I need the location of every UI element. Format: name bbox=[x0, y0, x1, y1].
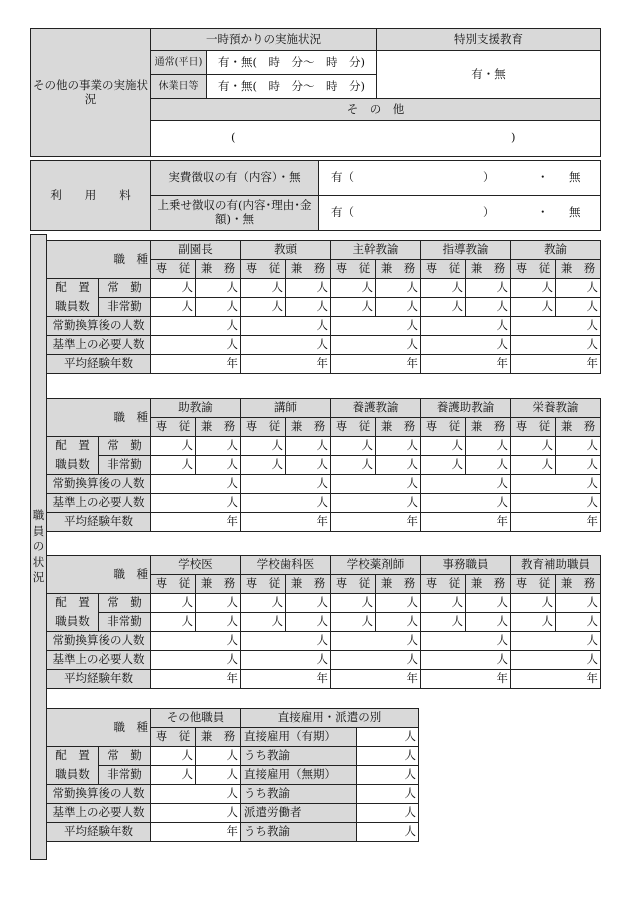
role-name: 講師 bbox=[240, 398, 331, 418]
heikin-value: 年 bbox=[330, 354, 421, 374]
kansan-value: 人 bbox=[150, 631, 241, 651]
kansan-value: 人 bbox=[510, 474, 601, 494]
misc-header: そ の 他 bbox=[150, 98, 601, 121]
kansan-label: 常勤換算後の人数 bbox=[46, 316, 151, 336]
count-sen: 人 bbox=[330, 436, 376, 456]
role-name: 養護教諭 bbox=[330, 398, 421, 418]
sen-header: 専 従 bbox=[330, 417, 376, 437]
kansan-value: 人 bbox=[330, 474, 421, 494]
heikin-value: 年 bbox=[150, 669, 241, 689]
employment-row-value: 人 bbox=[356, 803, 419, 823]
kansan-value: 人 bbox=[420, 316, 511, 336]
actual-fee-value bbox=[318, 160, 601, 196]
kijun-value: 人 bbox=[150, 650, 241, 670]
kansan-value: 人 bbox=[150, 474, 241, 494]
count-ken: 人 bbox=[375, 612, 421, 632]
count-ken: 人 bbox=[195, 297, 241, 317]
kansan-value: 人 bbox=[330, 316, 421, 336]
count-ken: 人 bbox=[285, 297, 331, 317]
haichi-label-cell bbox=[46, 746, 99, 785]
sen-header: 専 従 bbox=[420, 417, 466, 437]
haichi-label: 配 置 bbox=[55, 280, 90, 295]
role-label: 職 種 bbox=[46, 240, 151, 279]
count-ken: 人 bbox=[195, 612, 241, 632]
actual-fee-dot: ・ bbox=[537, 170, 549, 184]
kansan-value: 人 bbox=[240, 474, 331, 494]
kijun-value: 人 bbox=[150, 493, 241, 513]
ken-header: 兼 務 bbox=[555, 259, 601, 279]
employment-row-value: 人 bbox=[356, 822, 419, 842]
sen-header: 専 従 bbox=[150, 417, 196, 437]
count-sen: 人 bbox=[330, 612, 376, 632]
role-label: 職 種 bbox=[46, 708, 151, 747]
employment-row-value: 人 bbox=[356, 784, 419, 804]
count-sen: 人 bbox=[240, 455, 286, 475]
shokuin-label: 職員数 bbox=[55, 614, 90, 628]
sen-header: 専 従 bbox=[420, 259, 466, 279]
kijun-label: 基準上の必要人数 bbox=[46, 650, 151, 670]
actual-fee-close: ） bbox=[483, 170, 495, 184]
role-name: 教諭 bbox=[510, 240, 601, 260]
count-sen: 人 bbox=[420, 297, 466, 317]
kijun-value: 人 bbox=[240, 335, 331, 355]
role-name: 主幹教諭 bbox=[330, 240, 421, 260]
ken-header: 兼 務 bbox=[195, 727, 241, 747]
special-support-header: 特別支援教育 bbox=[376, 28, 601, 51]
count-ken: 人 bbox=[375, 436, 421, 456]
ken-header: 兼 務 bbox=[375, 417, 421, 437]
count-sen: 人 bbox=[150, 455, 196, 475]
hijokin-label: 非常勤 bbox=[98, 765, 151, 785]
role-name: 教育補助職員 bbox=[510, 555, 601, 575]
sen-header: 専 従 bbox=[510, 417, 556, 437]
usage-fee-label: 利 用 料 bbox=[30, 160, 151, 231]
kijun-label: 基準上の必要人数 bbox=[46, 335, 151, 355]
ken-header: 兼 務 bbox=[465, 259, 511, 279]
count-ken: 人 bbox=[375, 297, 421, 317]
kijun-value: 人 bbox=[240, 493, 331, 513]
kansan-value: 人 bbox=[420, 631, 511, 651]
count-sen: 人 bbox=[420, 593, 466, 613]
actual-cost-label: 実費徴収の有（内容）・無 bbox=[150, 160, 319, 196]
sen-header: 専 従 bbox=[240, 574, 286, 594]
role-name: 養護助教諭 bbox=[420, 398, 511, 418]
count-ken: 人 bbox=[555, 278, 601, 298]
count-ken: 人 bbox=[195, 455, 241, 475]
count-ken: 人 bbox=[555, 593, 601, 613]
sen-header: 専 従 bbox=[150, 727, 196, 747]
count-ken: 人 bbox=[465, 436, 511, 456]
kansan-value: 人 bbox=[240, 316, 331, 336]
kansan-label: 常勤換算後の人数 bbox=[46, 631, 151, 651]
staff-status-text: 職員の状況 bbox=[32, 508, 45, 585]
heikin-value: 年 bbox=[330, 669, 421, 689]
ken-header: 兼 務 bbox=[195, 574, 241, 594]
count-sen: 人 bbox=[150, 765, 196, 785]
sen-header: 専 従 bbox=[330, 259, 376, 279]
count-sen: 人 bbox=[150, 746, 196, 766]
other-staff-name: その他職員 bbox=[150, 708, 241, 728]
count-ken: 人 bbox=[285, 612, 331, 632]
count-ken: 人 bbox=[285, 436, 331, 456]
kijun-value: 人 bbox=[330, 335, 421, 355]
heikin-value: 年 bbox=[150, 822, 241, 842]
extra-fee-no: 無 bbox=[569, 205, 581, 219]
count-ken: 人 bbox=[195, 765, 241, 785]
role-label: 職 種 bbox=[46, 555, 151, 594]
count-sen: 人 bbox=[420, 436, 466, 456]
heikin-value: 年 bbox=[240, 669, 331, 689]
ken-header: 兼 務 bbox=[285, 259, 331, 279]
kijun-value: 人 bbox=[420, 650, 511, 670]
employment-row-value: 人 bbox=[356, 746, 419, 766]
heikin-value: 年 bbox=[510, 512, 601, 532]
holiday-time: 有・無( 時 分〜 時 分) bbox=[206, 74, 377, 99]
role-name: 副園長 bbox=[150, 240, 241, 260]
sen-header: 専 従 bbox=[510, 259, 556, 279]
role-name: 指導教諭 bbox=[420, 240, 511, 260]
count-ken: 人 bbox=[195, 278, 241, 298]
kijun-value: 人 bbox=[510, 335, 601, 355]
kijun-value: 人 bbox=[510, 493, 601, 513]
count-sen: 人 bbox=[330, 455, 376, 475]
heikin-label: 平均経験年数 bbox=[46, 669, 151, 689]
count-ken: 人 bbox=[465, 297, 511, 317]
kansan-value: 人 bbox=[150, 784, 241, 804]
heikin-value: 年 bbox=[240, 512, 331, 532]
employment-row-label: 直接雇用（無期） bbox=[240, 765, 357, 785]
count-sen: 人 bbox=[150, 612, 196, 632]
count-sen: 人 bbox=[150, 593, 196, 613]
actual-fee-yes: 有（ bbox=[331, 170, 354, 184]
count-sen: 人 bbox=[510, 612, 556, 632]
kijun-label: 基準上の必要人数 bbox=[46, 493, 151, 513]
other-business-label: その他の事業の実施状況 bbox=[30, 28, 151, 157]
ken-header: 兼 務 bbox=[555, 574, 601, 594]
count-sen: 人 bbox=[510, 593, 556, 613]
employment-row-label: 直接雇用（有期） bbox=[240, 727, 357, 747]
count-ken: 人 bbox=[465, 612, 511, 632]
jokin-label: 常 勤 bbox=[98, 593, 151, 613]
count-sen: 人 bbox=[330, 593, 376, 613]
role-name: 学校薬剤師 bbox=[330, 555, 421, 575]
role-name: 学校歯科医 bbox=[240, 555, 331, 575]
count-ken: 人 bbox=[285, 593, 331, 613]
role-name: 学校医 bbox=[150, 555, 241, 575]
role-name: 栄養教諭 bbox=[510, 398, 601, 418]
staff-status-label bbox=[30, 234, 47, 860]
sen-header: 専 従 bbox=[330, 574, 376, 594]
heikin-value: 年 bbox=[510, 354, 601, 374]
ken-header: 兼 務 bbox=[375, 574, 421, 594]
employment-row-value: 人 bbox=[356, 727, 419, 747]
kijun-value: 人 bbox=[150, 803, 241, 823]
kansan-label: 常勤換算後の人数 bbox=[46, 784, 151, 804]
kansan-label: 常勤換算後の人数 bbox=[46, 474, 151, 494]
jokin-label: 常 勤 bbox=[98, 436, 151, 456]
temp-care-header: 一時預かりの実施状況 bbox=[150, 28, 377, 51]
count-sen: 人 bbox=[330, 278, 376, 298]
extra-fee-value bbox=[318, 195, 601, 231]
sen-header: 専 従 bbox=[510, 574, 556, 594]
count-ken: 人 bbox=[555, 297, 601, 317]
count-ken: 人 bbox=[195, 593, 241, 613]
sen-header: 専 従 bbox=[420, 574, 466, 594]
employment-type-header: 直接雇用・派遣の別 bbox=[240, 708, 419, 728]
count-sen: 人 bbox=[150, 436, 196, 456]
count-sen: 人 bbox=[330, 297, 376, 317]
haichi-label-cell bbox=[46, 593, 99, 632]
count-sen: 人 bbox=[510, 436, 556, 456]
kansan-value: 人 bbox=[510, 631, 601, 651]
heikin-value: 年 bbox=[150, 354, 241, 374]
sen-header: 専 従 bbox=[240, 417, 286, 437]
heikin-value: 年 bbox=[420, 512, 511, 532]
kijun-value: 人 bbox=[420, 335, 511, 355]
kijun-value: 人 bbox=[420, 493, 511, 513]
heikin-label: 平均経験年数 bbox=[46, 354, 151, 374]
haichi-label-cell bbox=[46, 278, 99, 317]
hijokin-label: 非常勤 bbox=[98, 612, 151, 632]
misc-value-box bbox=[150, 120, 601, 157]
heikin-value: 年 bbox=[510, 669, 601, 689]
ken-header: 兼 務 bbox=[285, 574, 331, 594]
weekday-label: 通常(平日) bbox=[150, 50, 207, 75]
count-sen: 人 bbox=[420, 278, 466, 298]
jokin-label: 常 勤 bbox=[98, 746, 151, 766]
special-support-value: 有・無 bbox=[376, 50, 601, 99]
count-sen: 人 bbox=[510, 297, 556, 317]
ken-header: 兼 務 bbox=[285, 417, 331, 437]
haichi-label: 配 置 bbox=[55, 438, 90, 453]
count-ken: 人 bbox=[555, 612, 601, 632]
heikin-value: 年 bbox=[240, 354, 331, 374]
count-ken: 人 bbox=[285, 278, 331, 298]
count-ken: 人 bbox=[375, 593, 421, 613]
employment-row-value: 人 bbox=[356, 765, 419, 785]
count-sen: 人 bbox=[510, 278, 556, 298]
shokuin-label: 職員数 bbox=[55, 457, 90, 471]
kansan-value: 人 bbox=[330, 631, 421, 651]
kansan-value: 人 bbox=[510, 316, 601, 336]
role-name: 事務職員 bbox=[420, 555, 511, 575]
count-sen: 人 bbox=[240, 612, 286, 632]
actual-fee-no: 無 bbox=[569, 170, 581, 184]
employment-row-label: うち教諭 bbox=[240, 784, 357, 804]
hijokin-label: 非常勤 bbox=[98, 297, 151, 317]
sen-header: 専 従 bbox=[150, 574, 196, 594]
shokuin-label: 職員数 bbox=[55, 767, 90, 781]
kijun-value: 人 bbox=[510, 650, 601, 670]
haichi-label-cell bbox=[46, 436, 99, 475]
count-ken: 人 bbox=[465, 455, 511, 475]
ken-header: 兼 務 bbox=[465, 417, 511, 437]
count-ken: 人 bbox=[555, 455, 601, 475]
ken-header: 兼 務 bbox=[555, 417, 601, 437]
kansan-value: 人 bbox=[240, 631, 331, 651]
count-sen: 人 bbox=[510, 455, 556, 475]
kijun-value: 人 bbox=[240, 650, 331, 670]
holiday-label: 休業日等 bbox=[150, 74, 207, 99]
count-sen: 人 bbox=[240, 436, 286, 456]
heikin-value: 年 bbox=[420, 354, 511, 374]
count-ken: 人 bbox=[465, 593, 511, 613]
misc-open-paren: ( bbox=[231, 130, 236, 144]
role-name: 教頭 bbox=[240, 240, 331, 260]
ken-header: 兼 務 bbox=[195, 417, 241, 437]
kijun-value: 人 bbox=[330, 493, 421, 513]
kansan-value: 人 bbox=[150, 316, 241, 336]
role-label: 職 種 bbox=[46, 398, 151, 437]
ken-header: 兼 務 bbox=[375, 259, 421, 279]
count-ken: 人 bbox=[555, 436, 601, 456]
count-sen: 人 bbox=[240, 278, 286, 298]
employment-row-label: うち教諭 bbox=[240, 822, 357, 842]
sen-header: 専 従 bbox=[240, 259, 286, 279]
extra-fee-yes: 有（ bbox=[331, 205, 354, 219]
count-sen: 人 bbox=[420, 612, 466, 632]
haichi-label: 配 置 bbox=[55, 748, 90, 763]
kijun-label: 基準上の必要人数 bbox=[46, 803, 151, 823]
count-ken: 人 bbox=[465, 278, 511, 298]
count-ken: 人 bbox=[195, 746, 241, 766]
jokin-label: 常 勤 bbox=[98, 278, 151, 298]
employment-row-label: 派遣労働者 bbox=[240, 803, 357, 823]
count-ken: 人 bbox=[285, 455, 331, 475]
weekday-time: 有・無( 時 分〜 時 分) bbox=[206, 50, 377, 75]
role-name: 助教諭 bbox=[150, 398, 241, 418]
kijun-value: 人 bbox=[150, 335, 241, 355]
kijun-value: 人 bbox=[330, 650, 421, 670]
count-sen: 人 bbox=[240, 297, 286, 317]
haichi-label: 配 置 bbox=[55, 595, 90, 610]
kansan-value: 人 bbox=[420, 474, 511, 494]
heikin-value: 年 bbox=[420, 669, 511, 689]
count-sen: 人 bbox=[240, 593, 286, 613]
misc-close-paren: ) bbox=[511, 130, 516, 144]
ken-header: 兼 務 bbox=[465, 574, 511, 594]
count-sen: 人 bbox=[420, 455, 466, 475]
employment-row-label: うち教諭 bbox=[240, 746, 357, 766]
count-sen: 人 bbox=[150, 297, 196, 317]
count-sen: 人 bbox=[150, 278, 196, 298]
extra-fee-label: 上乗せ徴収の有(内容･理由･金額)・無 bbox=[150, 195, 319, 231]
count-ken: 人 bbox=[375, 278, 421, 298]
ken-header: 兼 務 bbox=[195, 259, 241, 279]
extra-fee-dot: ・ bbox=[537, 205, 549, 219]
heikin-label: 平均経験年数 bbox=[46, 512, 151, 532]
sen-header: 専 従 bbox=[150, 259, 196, 279]
shokuin-label: 職員数 bbox=[55, 299, 90, 313]
heikin-value: 年 bbox=[150, 512, 241, 532]
count-ken: 人 bbox=[375, 455, 421, 475]
count-ken: 人 bbox=[195, 436, 241, 456]
extra-fee-close: ） bbox=[483, 205, 495, 219]
heikin-value: 年 bbox=[330, 512, 421, 532]
heikin-label: 平均経験年数 bbox=[46, 822, 151, 842]
hijokin-label: 非常勤 bbox=[98, 455, 151, 475]
